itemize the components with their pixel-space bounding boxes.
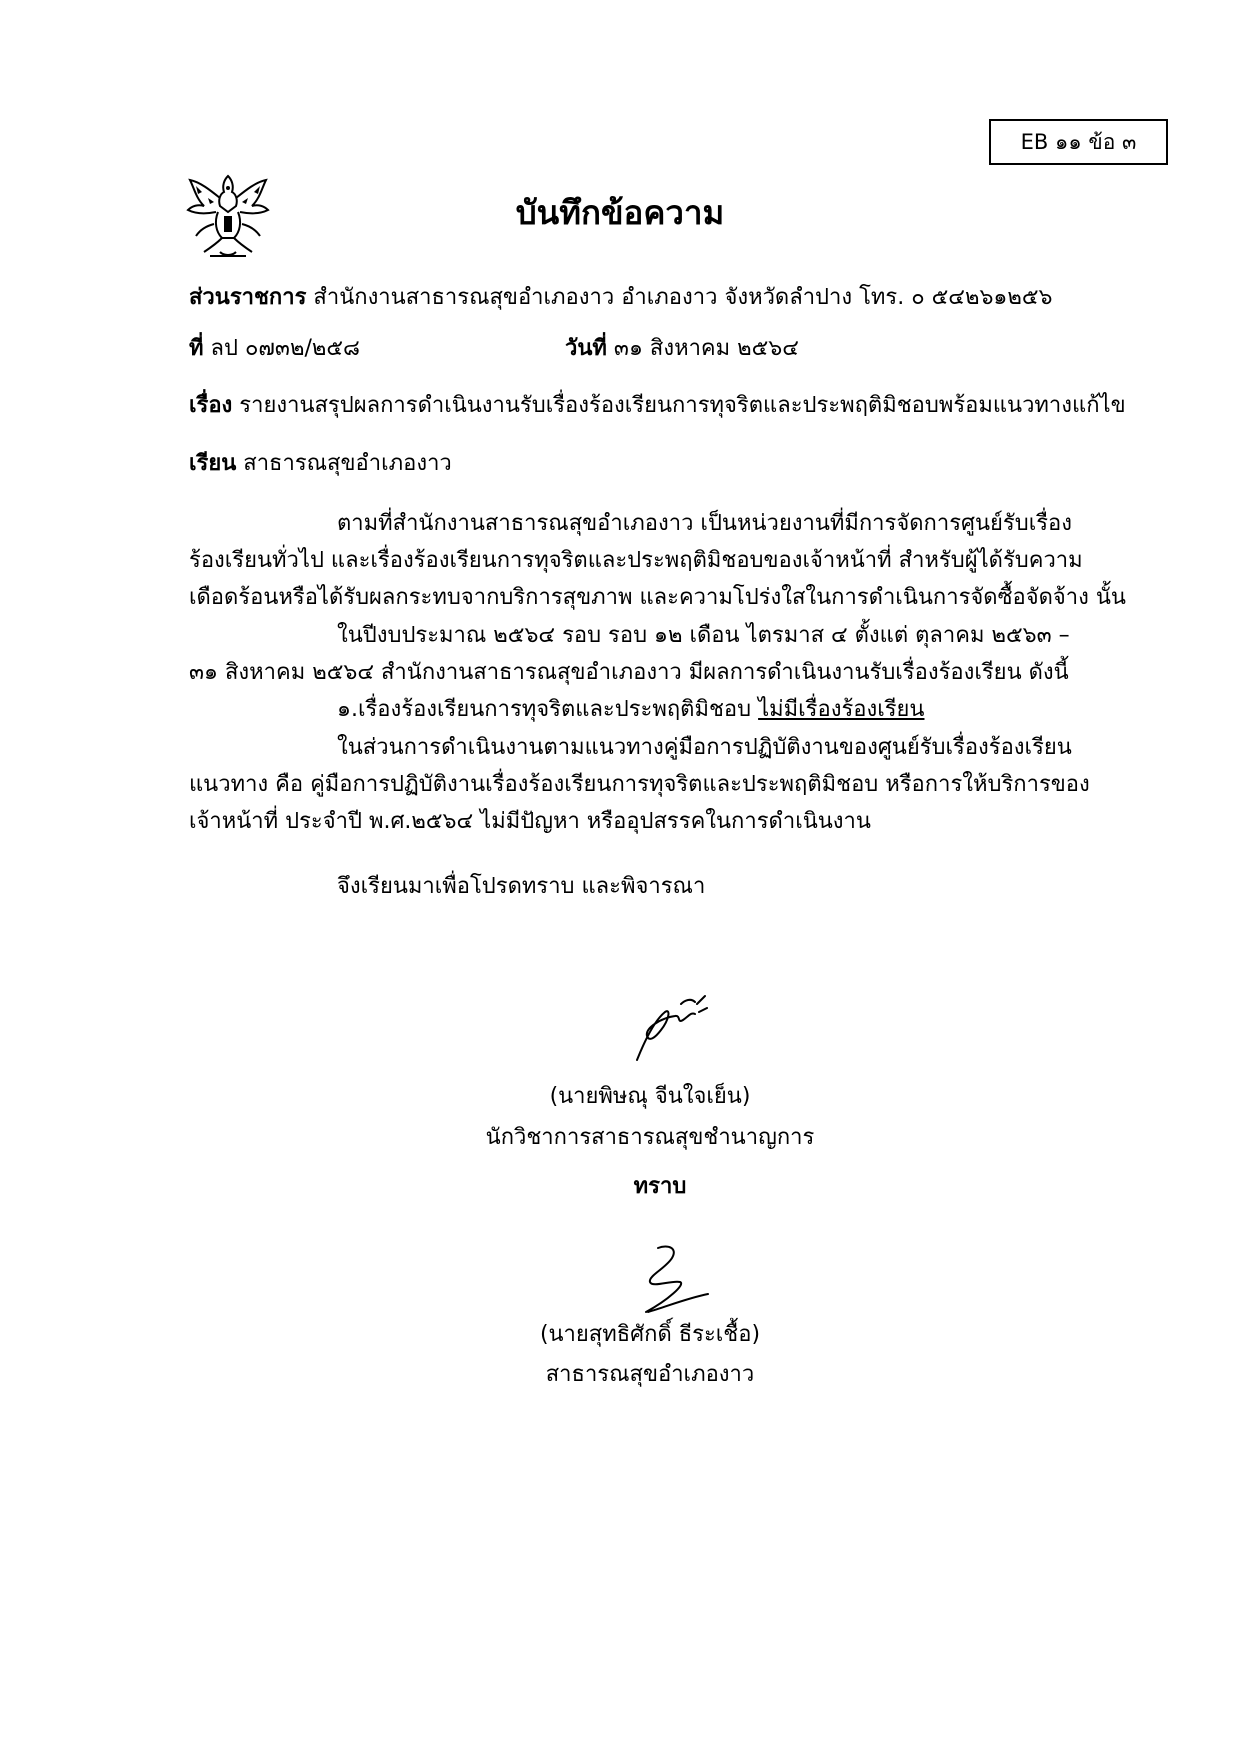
- addressee-label: เรียน: [189, 451, 237, 476]
- date-line: [565, 334, 799, 364]
- addressee-line: [189, 449, 452, 479]
- agency-value: สำนักงานสาธารณสุขอำเภองาว อำเภองาว จังหวัดลำปาง โทร. ๐ ๕๔๒๖๑๒๕๖: [313, 285, 1053, 310]
- closing-line: จึงเรียนมาเพื่อโปรดทราบ และพิจารณา: [337, 874, 706, 899]
- signer1-position: นักวิชาการสาธารณสุขชำนาญการ: [485, 1125, 815, 1150]
- finding-item1: [337, 695, 924, 725]
- date-value: ๓๑ สิงหาคม ๒๕๖๔: [613, 336, 799, 361]
- subject-value: รายงานสรุปผลการดำเนินงานรับเรื่องร้องเรียนการทุจริตและประพฤติมิชอบพร้อมแนวทางแก้ไข: [239, 393, 1126, 418]
- paragraph1-line1: ตามที่สำนักงานสาธารณสุขอำเภองาว เป็นหน่วยงานที่มีการจัดการศูนย์รับเรื่อง: [337, 511, 1072, 536]
- addressee-value: สาธารณสุขอำเภองาว: [243, 451, 452, 476]
- finding-item1-result: ไม่มีเรื่องร้องเรียน: [758, 697, 925, 722]
- reference-line: [189, 334, 360, 364]
- reference-label: ที่: [189, 336, 204, 361]
- signer2-name: (นายสุทธิศักดิ์ ธีระเชื้อ): [539, 1322, 761, 1347]
- finding-item1-text: ๑.เรื่องร้องเรียนการทุจริตและประพฤติมิชอบ: [337, 697, 752, 722]
- signer1-name: (นายพิษณุ จีนใจเย็น): [549, 1084, 751, 1109]
- paragraph1-line2: ร้องเรียนทั่วไป และเรื่องร้องเรียนการทุจริตและประพฤติมิชอบของเจ้าหน้าที่ สำหรับผู้ได้รับความ: [189, 548, 1083, 573]
- subject-line: [189, 391, 1126, 421]
- paragraph3-line2: แนวทาง คือ คู่มือการปฏิบัติงานเรื่องร้องเรียนการทุจริตและประพฤติมิชอบ หรือการให้บริการของ: [189, 772, 1090, 797]
- paragraph2-line2: ๓๑ สิงหาคม ๒๕๖๔ สำนักงานสาธารณสุขอำเภองาว มีผลการดำเนินงานรับเรื่องร้องเรียน ดังนี้: [189, 660, 1069, 685]
- agency-label: ส่วนราชการ: [189, 285, 307, 310]
- paragraph2-line1: ในปีงบประมาณ ๒๕๖๔ รอบ รอบ ๑๒ เดือน ไตรมาส ๔ ตั้งแต่ ตุลาคม ๒๕๖๓ –: [337, 623, 1070, 648]
- paragraph3-line3: เจ้าหน้าที่ ประจำปี พ.ศ.๒๕๖๔ ไม่มีปัญหา หรืออุปสรรคในการดำเนินงาน: [189, 809, 871, 834]
- document-title: บันทึกข้อความ: [515, 193, 725, 232]
- paragraph3-line1: ในส่วนการดำเนินงานตามแนวทางคู่มือการปฏิบัติงานของศูนย์รับเรื่องร้องเรียน: [337, 735, 1072, 760]
- paragraph1-line3: เดือดร้อนหรือได้รับผลกระทบจากบริการสุขภาพ และความโปร่งใสในการดำเนินการจัดซื้อจัดจ้าง นั้น: [189, 585, 1126, 610]
- reference-code-box: EB ๑๑ ข้อ ๓: [989, 119, 1168, 165]
- acknowledge-text: ทราบ: [633, 1174, 687, 1199]
- date-label: วันที่: [565, 336, 607, 361]
- signature-1: [625, 990, 725, 1070]
- signature-2: [628, 1240, 718, 1320]
- reference-value: ลป ๐๗๓๒/๒๕๘: [210, 336, 361, 361]
- signer2-position: สาธารณสุขอำเภองาว: [545, 1362, 755, 1387]
- agency-line: [189, 283, 1053, 313]
- subject-label: เรื่อง: [189, 393, 233, 418]
